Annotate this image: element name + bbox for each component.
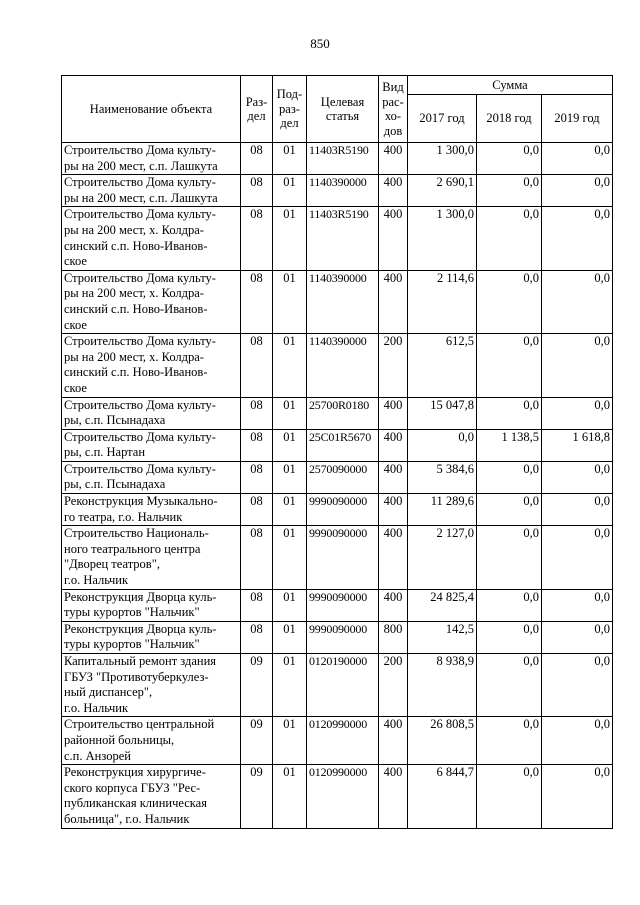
cell-name: Строительство Дома культу- ры на 200 мест, с.п. Лашкута [62,143,241,175]
cell-2017: 8 938,9 [408,654,477,717]
table-row [62,526,613,589]
cell-2019: 0,0 [542,589,613,621]
cell-section: 08 [241,207,273,270]
header-section: Раз- дел [241,76,273,143]
cell-2018: 0,0 [477,621,542,653]
header-2019: 2019 год [542,95,613,143]
cell-target: 0120990000 [307,765,379,828]
cell-expense: 400 [379,397,408,429]
cell-2019: 0,0 [542,207,613,270]
cell-section: 08 [241,526,273,589]
cell-2019: 0,0 [542,526,613,589]
header-2017: 2017 год [408,95,477,143]
cell-expense: 800 [379,621,408,653]
cell-target: 9990090000 [307,621,379,653]
cell-2019: 0,0 [542,765,613,828]
cell-2017: 0,0 [408,429,477,461]
cell-2018: 0,0 [477,207,542,270]
cell-2017: 1 300,0 [408,207,477,270]
cell-2019: 0,0 [542,334,613,397]
cell-target: 11403R5190 [307,143,379,175]
cell-subsection: 01 [273,621,307,653]
cell-2017: 1 300,0 [408,143,477,175]
cell-2019: 0,0 [542,143,613,175]
header-expense: Вид рас- хо- дов [379,76,408,143]
cell-2018: 0,0 [477,334,542,397]
cell-expense: 400 [379,526,408,589]
table-row [62,494,613,526]
cell-target: 9990090000 [307,526,379,589]
cell-2017: 26 808,5 [408,717,477,765]
table-row [62,143,613,175]
table-body [62,143,613,829]
header-2018: 2018 год [477,95,542,143]
cell-expense: 400 [379,429,408,461]
cell-target: 0120990000 [307,717,379,765]
cell-2017: 11 289,6 [408,494,477,526]
cell-2017: 5 384,6 [408,461,477,493]
table-row [62,654,613,717]
cell-target: 0120190000 [307,654,379,717]
cell-2018: 0,0 [477,494,542,526]
cell-2019: 0,0 [542,175,613,207]
cell-2018: 0,0 [477,526,542,589]
cell-2017: 2 114,6 [408,270,477,333]
cell-subsection: 01 [273,461,307,493]
cell-section: 08 [241,397,273,429]
cell-subsection: 01 [273,765,307,828]
cell-name: Строительство Националь- ного театрального центра "Дворец театров", г.о. Нальчик [62,526,241,589]
table-row [62,270,613,333]
table-header [62,76,613,143]
cell-expense: 400 [379,175,408,207]
cell-section: 08 [241,621,273,653]
cell-section: 09 [241,717,273,765]
cell-name: Строительство Дома культу- ры, с.п. Псынадаха [62,397,241,429]
cell-2018: 0,0 [477,175,542,207]
cell-2017: 2 690,1 [408,175,477,207]
cell-target: 1140390000 [307,175,379,207]
cell-name: Строительство Дома культу- ры, с.п. Псынадаха [62,461,241,493]
cell-target: 1140390000 [307,270,379,333]
cell-name: Реконструкция Музыкально- го театра, г.о. Нальчик [62,494,241,526]
cell-target: 9990090000 [307,494,379,526]
cell-2017: 24 825,4 [408,589,477,621]
table-row [62,589,613,621]
table-row [62,175,613,207]
cell-section: 08 [241,270,273,333]
cell-2019: 0,0 [542,461,613,493]
table-row [62,207,613,270]
cell-subsection: 01 [273,270,307,333]
cell-name: Реконструкция Дворца куль- туры курортов "Нальчик" [62,621,241,653]
cell-target: 2570090000 [307,461,379,493]
header-name: Наименование объекта [62,76,241,143]
cell-expense: 200 [379,334,408,397]
cell-2018: 0,0 [477,270,542,333]
cell-2018: 0,0 [477,654,542,717]
cell-expense: 400 [379,717,408,765]
cell-subsection: 01 [273,334,307,397]
cell-2017: 2 127,0 [408,526,477,589]
cell-name: Строительство Дома культу- ры на 200 мест, с.п. Лашкута [62,175,241,207]
cell-2018: 0,0 [477,765,542,828]
cell-2017: 612,5 [408,334,477,397]
cell-target: 1140390000 [307,334,379,397]
page-number: 850 [310,36,330,51]
cell-name: Строительство Дома культу- ры на 200 мест, х. Колдра- синский с.п. Ново-Иванов- ское [62,207,241,270]
table-row [62,717,613,765]
cell-section: 09 [241,654,273,717]
cell-section: 09 [241,765,273,828]
cell-section: 08 [241,334,273,397]
cell-2018: 1 138,5 [477,429,542,461]
cell-2019: 0,0 [542,654,613,717]
table-row [62,429,613,461]
cell-2018: 0,0 [477,717,542,765]
cell-name: Строительство Дома культу- ры, с.п. Нартан [62,429,241,461]
header-sum: Сумма [408,76,613,95]
cell-expense: 400 [379,765,408,828]
cell-2017: 6 844,7 [408,765,477,828]
cell-section: 08 [241,143,273,175]
table-row [62,461,613,493]
cell-name: Реконструкция Дворца куль- туры курортов "Нальчик" [62,589,241,621]
budget-table [61,75,613,829]
cell-subsection: 01 [273,654,307,717]
cell-subsection: 01 [273,143,307,175]
cell-section: 08 [241,429,273,461]
cell-2019: 0,0 [542,621,613,653]
cell-2017: 142,5 [408,621,477,653]
cell-name: Строительство центральной районной больницы, с.п. Анзорей [62,717,241,765]
cell-expense: 400 [379,461,408,493]
header-target: Целевая статья [307,76,379,143]
cell-expense: 400 [379,589,408,621]
cell-subsection: 01 [273,589,307,621]
cell-name: Строительство Дома культу- ры на 200 мест, х. Колдра- синский с.п. Ново-Иванов- ское [62,334,241,397]
cell-section: 08 [241,589,273,621]
cell-2019: 0,0 [542,494,613,526]
cell-expense: 400 [379,207,408,270]
cell-target: 25700R0180 [307,397,379,429]
table-row [62,621,613,653]
header-subsection: Под- раз- дел [273,76,307,143]
cell-expense: 200 [379,654,408,717]
cell-section: 08 [241,494,273,526]
cell-subsection: 01 [273,175,307,207]
cell-expense: 400 [379,143,408,175]
cell-section: 08 [241,461,273,493]
cell-2019: 0,0 [542,270,613,333]
cell-name: Реконструкция хирургиче- ского корпуса ГБУЗ "Рес- публиканская клиническая больница", г.о. Нальчик [62,765,241,828]
cell-subsection: 01 [273,494,307,526]
cell-name: Капитальный ремонт здания ГБУЗ "Противотуберкулез- ный диспансер", г.о. Нальчик [62,654,241,717]
cell-target: 11403R5190 [307,207,379,270]
cell-subsection: 01 [273,526,307,589]
cell-target: 25С01R5670 [307,429,379,461]
cell-name: Строительство Дома культу- ры на 200 мест, х. Колдра- синский с.п. Ново-Иванов- ское [62,270,241,333]
cell-subsection: 01 [273,207,307,270]
cell-subsection: 01 [273,397,307,429]
cell-target: 9990090000 [307,589,379,621]
cell-2019: 0,0 [542,717,613,765]
cell-subsection: 01 [273,717,307,765]
cell-2019: 0,0 [542,397,613,429]
cell-subsection: 01 [273,429,307,461]
table-row [62,397,613,429]
cell-expense: 400 [379,494,408,526]
cell-2018: 0,0 [477,143,542,175]
cell-2018: 0,0 [477,461,542,493]
cell-2018: 0,0 [477,397,542,429]
table-row [62,765,613,828]
cell-2017: 15 047,8 [408,397,477,429]
cell-2018: 0,0 [477,589,542,621]
cell-2019: 1 618,8 [542,429,613,461]
cell-section: 08 [241,175,273,207]
table-row [62,334,613,397]
cell-expense: 400 [379,270,408,333]
